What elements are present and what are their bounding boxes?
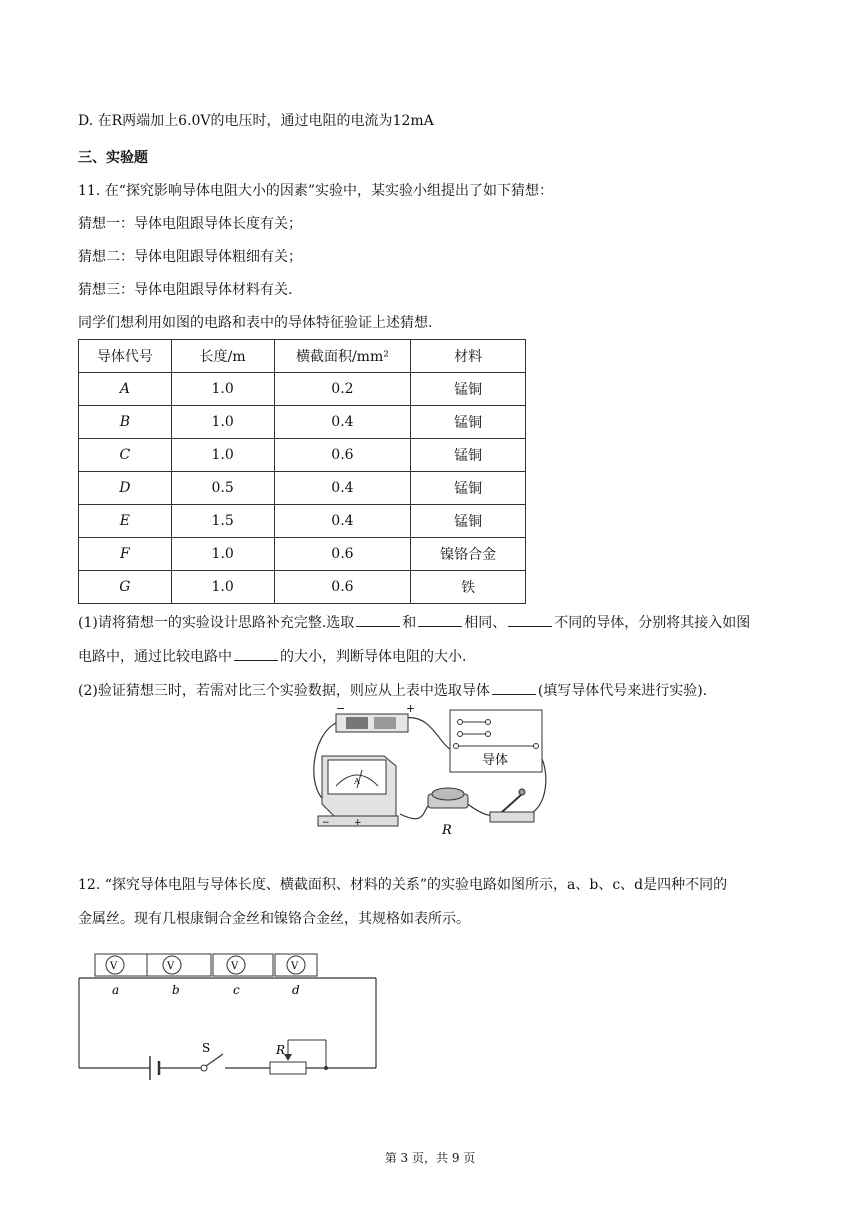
table-cell: 1.5 [171,505,274,538]
answer-blank[interactable] [356,612,400,627]
wire-b [147,954,211,997]
rheostat-icon [270,1040,328,1074]
q11-guess2: 猜想二：导体电阻跟导体粗细有关； [78,249,302,265]
ammeter-label: A [354,777,360,786]
table-cell: E [79,505,172,538]
table-header: 导体代号 [79,340,172,373]
battery-icon [336,704,415,732]
table-cell: 1.0 [171,571,274,604]
table-cell: A [79,373,172,406]
table-row [79,571,526,604]
table-row [79,373,526,406]
table-row [79,406,526,439]
battery-minus: − [336,704,346,715]
switch-label: S [202,1041,211,1055]
table-cell: 0.5 [171,472,274,505]
q11-part1-text: 的大小，判断导体电阻的大小. [280,649,467,665]
q11-guess3: 猜想三：导体电阻跟导体材料有关. [78,282,293,298]
table-cell: 0.2 [274,373,411,406]
table-header: 材料 [411,340,526,373]
table-header: 长度/m [171,340,274,373]
circuit-figure [70,940,390,1085]
table-cell: 1.0 [171,373,274,406]
answer-blank[interactable] [234,646,278,661]
table-cell: D [79,472,172,505]
resistor-icon [428,788,468,838]
table-cell: 锰铜 [411,472,526,505]
switch-icon [490,789,534,822]
answer-blank[interactable] [508,612,552,627]
table-cell: 铁 [411,571,526,604]
ammeter-minus: − [322,818,330,828]
battery-icon [150,1056,159,1080]
table-cell: B [79,406,172,439]
table-row [79,472,526,505]
wire-c [213,954,273,997]
conductor-board [450,710,542,772]
q11-part1-text: 不同的导体，分别将其接入如图 [554,615,751,631]
table-header-row [79,340,526,373]
table-cell: 1.0 [171,406,274,439]
apparatus-figure [300,704,560,844]
conductor-label: 导体 [482,752,509,767]
table-cell: G [79,571,172,604]
q11-part1-line1 [78,612,750,633]
table-cell: 1.0 [171,439,274,472]
section-title: 三、实验题 [78,150,148,166]
conductor-table [78,339,526,604]
switch-icon [201,1041,223,1071]
table-row [79,439,526,472]
q11-part1-text: 相同、 [464,615,507,631]
table-cell: 锰铜 [411,505,526,538]
table-cell: 0.6 [274,439,411,472]
table-cell: 锰铜 [411,406,526,439]
ammeter-icon [318,756,398,828]
voltmeter-label: V [110,961,118,972]
rheostat-label: R [276,1043,286,1057]
voltmeter-label: V [167,961,175,972]
page-footer: 第 3 页，共 9 页 [384,1151,476,1165]
q11-guess1: 猜想一：导体电阻跟导体长度有关； [78,216,302,232]
q11-intro: 同学们想利用如图的电路和表中的导体特征验证上述猜想. [78,315,433,331]
voltmeter-label: V [291,961,299,972]
q11-part2-text: (填写导体代号来进行实验). [537,683,708,699]
table-cell: 0.4 [274,472,411,505]
table-cell: 0.4 [274,406,411,439]
ammeter-plus: + [354,818,362,828]
wire-label: a [112,983,120,997]
q11-part1-text: (1)请将猜想一的实验设计思路补充完整.选取 [78,615,355,631]
wire-d [275,954,317,997]
table-cell: 锰铜 [411,439,526,472]
answer-blank[interactable] [492,680,536,695]
q11-part1-text: 电路中，通过比较电路中 [78,649,232,665]
table-row [79,505,526,538]
voltmeter-label: V [231,961,239,972]
table-cell: 0.6 [274,538,411,571]
q11-stem: 11. 在“探究影响导体电阻大小的因素”实验中，某实验小组提出了如下猜想： [78,183,554,199]
table-cell: 镍铬合金 [411,538,526,571]
table-cell: 1.0 [171,538,274,571]
table-row [79,538,526,571]
option-d: D. 在R两端加上6.0V的电压时，通过电阻的电流为12mA [78,113,434,129]
wire-label: d [292,983,300,997]
wire-label: b [172,983,180,997]
q12-stem2: 金属丝。现有几根康铜合金丝和镍铬合金丝，其规格如表所示。 [78,911,470,927]
q12-stem: 12. “探究导体电阻与导体长度、横截面积、材料的关系”的实验电路如图所示，a、b、c、d是四种不同的 [78,877,728,893]
q11-part2 [78,680,707,701]
resistor-label: R [442,823,452,838]
answer-blank[interactable] [418,612,462,627]
battery-plus: + [406,704,416,715]
table-cell: 0.6 [274,571,411,604]
q11-part1-text: 和 [402,615,417,631]
wire-label: c [233,983,240,997]
table-cell: F [79,538,172,571]
table-cell: 锰铜 [411,373,526,406]
table-header: 横截面积/mm² [274,340,411,373]
q11-part1-line2 [78,646,466,667]
table-cell: C [79,439,172,472]
q11-part2-text: (2)验证猜想三时，若需对比三个实验数据，则应从上表中选取导体 [78,683,490,699]
table-cell: 0.4 [274,505,411,538]
